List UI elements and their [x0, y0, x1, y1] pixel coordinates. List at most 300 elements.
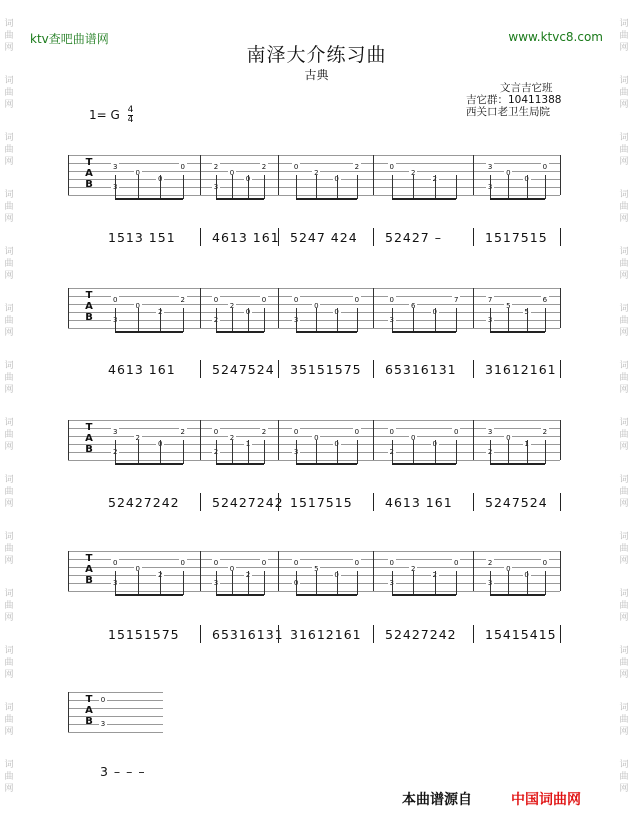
tab-barline — [200, 288, 201, 328]
watermark-char: 网 — [619, 556, 629, 566]
tab-fret-number: 6 — [411, 302, 416, 310]
tab-beam — [490, 463, 545, 465]
tab-string-line — [68, 328, 560, 329]
tab-fret-number: 0 — [213, 296, 219, 304]
tab-string-line — [68, 179, 560, 180]
tab-fret-number: 0 — [293, 296, 299, 304]
jianpu-barline — [200, 228, 201, 246]
tab-note-stem — [337, 175, 338, 199]
tab-fret-number: 2 — [411, 565, 416, 573]
tab-clef-letter: B — [85, 575, 93, 586]
watermark-char: 曲 — [4, 88, 14, 98]
watermark-char: 词 — [4, 19, 14, 29]
tab-string-line — [68, 575, 560, 576]
jianpu-measure: 1513 151 — [108, 230, 176, 245]
tab-fret-number: 0 — [389, 559, 394, 567]
jianpu-measure: 15415415 — [485, 627, 557, 642]
tab-fret-number: 2 — [542, 428, 548, 436]
tab-fret-number: 0 — [506, 565, 511, 573]
tab-note-stem — [392, 571, 393, 595]
tab-fret-number: 0 — [542, 163, 548, 171]
watermark-char: 网 — [619, 670, 629, 680]
tab-clef-letter: B — [85, 716, 93, 727]
tab-note-stem — [183, 175, 184, 199]
jianpu-measure: 1517515 — [485, 230, 548, 245]
tab-barline — [68, 288, 69, 328]
jianpu-measure: 4613 161 — [108, 362, 176, 377]
tab-barline — [560, 420, 561, 460]
tab-clef-letter: T — [85, 157, 93, 168]
watermark-char: 曲 — [619, 316, 629, 326]
watermark-char: 曲 — [4, 259, 14, 269]
tab-barline — [200, 155, 201, 195]
key-signature — [89, 106, 133, 125]
watermark-char: 词 — [619, 304, 629, 314]
watermark-char: 网 — [619, 499, 629, 509]
tab-fret-number: 2 — [261, 163, 267, 171]
watermark-char: 网 — [4, 670, 14, 680]
tab-fret-number: 3 — [113, 428, 118, 436]
tab-note-stem — [337, 571, 338, 595]
jianpu-measure: 15151575 — [108, 627, 180, 642]
watermark-char: 网 — [4, 157, 14, 167]
footer-source-label: 本曲谱源自 — [402, 792, 472, 808]
watermark-char: 网 — [4, 271, 14, 281]
tab-beam — [115, 198, 183, 200]
jianpu-measure: 1517515 — [290, 495, 353, 510]
watermark-char: 词 — [4, 190, 14, 200]
tab-note-stem — [413, 308, 414, 332]
watermark-char: 网 — [4, 214, 14, 224]
tab-note-stem — [138, 440, 139, 464]
tab-note-stem — [183, 308, 184, 332]
jianpu-measure: 52427 – — [385, 230, 442, 245]
watermark-char: 网 — [619, 613, 629, 623]
watermark-char: 词 — [4, 475, 14, 485]
tab-barline — [473, 155, 474, 195]
tab-clef-letter: B — [85, 444, 93, 455]
tab-clef — [83, 553, 95, 586]
tab-fret-number: 5 — [506, 302, 511, 310]
jianpu-barline — [373, 493, 374, 511]
tab-note-stem — [115, 571, 116, 595]
tab-fret-number: 0 — [245, 308, 251, 316]
watermark-char: 曲 — [4, 202, 14, 212]
tab-beam — [296, 198, 357, 200]
tab-fret-number: 2 — [180, 296, 185, 304]
tab-fret-number: 0 — [100, 696, 106, 704]
tab-fret-number: 0 — [261, 559, 267, 567]
tab-note-stem — [248, 175, 249, 199]
tab-fret-number: 0 — [354, 559, 360, 567]
tab-note-stem — [216, 440, 217, 464]
jianpu-measure: 4613 161 — [212, 230, 280, 245]
watermark-char: 曲 — [4, 430, 14, 440]
meter-top: 4 — [127, 105, 134, 115]
tab-clef-letter: A — [85, 168, 93, 179]
tab-staff — [68, 155, 560, 195]
jianpu-barline — [473, 625, 474, 643]
final-tab-staff — [68, 692, 163, 732]
tab-note-stem — [490, 571, 491, 595]
tab-note-stem — [115, 440, 116, 464]
tab-fret-number: 0 — [334, 440, 339, 448]
jianpu-barline — [278, 493, 279, 511]
watermark-char: 曲 — [4, 772, 14, 782]
watermark-char: 网 — [4, 328, 14, 338]
tab-note-stem — [527, 175, 528, 199]
tab-note-stem — [490, 440, 491, 464]
watermark-char: 词 — [4, 247, 14, 257]
jianpu-measure: 4613 161 — [385, 495, 453, 510]
tab-fret-number: 0 — [542, 559, 548, 567]
watermark-char: 网 — [619, 385, 629, 395]
tab-note-stem — [296, 175, 297, 199]
watermark-char: 词 — [619, 532, 629, 542]
tab-fret-number: 0 — [113, 559, 118, 567]
tab-note-stem — [115, 175, 116, 199]
tab-barline — [278, 155, 279, 195]
tab-beam — [216, 463, 264, 465]
tab-fret-number: 3 — [113, 183, 118, 191]
tab-note-stem — [545, 175, 546, 199]
tab-clef — [83, 422, 95, 455]
tab-fret-number: 1 — [245, 440, 251, 448]
tab-fret-number: 0 — [314, 302, 319, 310]
tab-note-stem — [232, 308, 233, 332]
tab-fret-number: 2 — [487, 448, 493, 456]
tab-fret-number: 0 — [354, 296, 360, 304]
tab-clef-letter: T — [85, 290, 93, 301]
tab-fret-number: 0 — [135, 169, 140, 177]
watermark-char: 词 — [4, 703, 14, 713]
tab-note-stem — [413, 440, 414, 464]
tab-beam — [296, 331, 357, 333]
watermark-top-right: www.ktvc8.com — [508, 30, 603, 44]
tab-note-stem — [248, 571, 249, 595]
tab-clef-letter: A — [85, 433, 93, 444]
watermark-char: 网 — [619, 727, 629, 737]
tab-fret-number: 2 — [261, 428, 267, 436]
tab-note-stem — [337, 308, 338, 332]
tab-note-stem — [392, 440, 393, 464]
jianpu-barline — [278, 360, 279, 378]
tab-fret-number: 2 — [213, 316, 219, 324]
jianpu-line — [68, 495, 560, 513]
tab-note-stem — [508, 571, 509, 595]
watermark-char: 网 — [4, 499, 14, 509]
tab-beam — [490, 594, 545, 596]
tab-fret-number: 3 — [113, 579, 118, 587]
watermark-char: 网 — [4, 385, 14, 395]
tab-string-line — [68, 732, 163, 733]
tab-fret-number: 0 — [135, 302, 140, 310]
tab-fret-number: 0 — [213, 559, 219, 567]
tab-fret-number: 0 — [354, 428, 360, 436]
tab-beam — [296, 463, 357, 465]
tab-note-stem — [456, 175, 457, 199]
tab-fret-number: 0 — [229, 169, 235, 177]
tab-note-stem — [138, 571, 139, 595]
tab-fret-number: 3 — [487, 428, 493, 436]
tab-barline — [68, 155, 69, 195]
jianpu-barline — [373, 360, 374, 378]
tab-fret-number: 2 — [487, 559, 493, 567]
tab-note-stem — [527, 308, 528, 332]
tab-note-stem — [357, 440, 358, 464]
watermark-char: 网 — [619, 157, 629, 167]
watermark-char: 曲 — [4, 658, 14, 668]
watermark-char: 网 — [4, 784, 14, 794]
tab-fret-number: 3 — [487, 183, 493, 191]
tab-staff — [68, 420, 560, 460]
watermark-char: 词 — [619, 19, 629, 29]
tab-note-stem — [337, 440, 338, 464]
time-signature — [128, 106, 134, 125]
tab-fret-number: 3 — [100, 720, 106, 728]
watermark-char: 词 — [4, 304, 14, 314]
tab-clef-letter: B — [85, 179, 93, 190]
watermark-char: 词 — [4, 76, 14, 86]
watermark-char: 曲 — [619, 31, 629, 41]
tab-clef — [83, 157, 95, 190]
watermark-char: 词 — [619, 76, 629, 86]
jianpu-barline — [200, 493, 201, 511]
source-line-3: 西关口老卫生局院 — [466, 106, 550, 118]
tab-barline — [473, 420, 474, 460]
watermark-char: 曲 — [619, 601, 629, 611]
tab-fret-number: 2 — [158, 571, 163, 579]
tab-barline — [560, 288, 561, 328]
tab-note-stem — [264, 571, 265, 595]
watermark-char: 曲 — [619, 658, 629, 668]
tab-note-stem — [413, 175, 414, 199]
jianpu-line — [68, 362, 560, 380]
tab-note-stem — [232, 175, 233, 199]
watermark-char: 曲 — [619, 772, 629, 782]
watermark-char: 词 — [619, 133, 629, 143]
tab-fret-number: 0 — [293, 559, 299, 567]
tab-barline — [560, 155, 561, 195]
watermark-char: 曲 — [619, 373, 629, 383]
tab-note-stem — [264, 440, 265, 464]
tab-note-stem — [357, 571, 358, 595]
jianpu-barline — [473, 228, 474, 246]
watermark-char: 词 — [619, 703, 629, 713]
tab-note-stem — [392, 308, 393, 332]
source-line-2: 吉它群：10411388 — [466, 94, 562, 106]
tab-clef-letter: B — [85, 312, 93, 323]
watermark-char: 网 — [619, 43, 629, 53]
tab-fret-number: 2 — [158, 308, 163, 316]
jianpu-measure: 52427242 — [212, 495, 284, 510]
watermark-char: 词 — [4, 589, 14, 599]
tab-note-stem — [115, 308, 116, 332]
tab-fret-number: 3 — [293, 448, 299, 456]
tab-barline — [200, 420, 201, 460]
tab-string-line — [68, 155, 560, 156]
score-subtitle: 古典 — [304, 68, 329, 82]
tab-note-stem — [435, 175, 436, 199]
tab-note-stem — [216, 175, 217, 199]
tab-fret-number: 3 — [487, 579, 493, 587]
watermark-top-left: ktv查吧曲谱网 — [30, 32, 109, 46]
watermark-char: 曲 — [4, 31, 14, 41]
tab-note-stem — [435, 308, 436, 332]
final-jianpu: 3 – – – — [100, 764, 146, 779]
tab-fret-number: 0 — [213, 428, 219, 436]
watermark-char: 词 — [619, 475, 629, 485]
tab-note-stem — [316, 308, 317, 332]
watermark-char: 网 — [619, 214, 629, 224]
tab-barline — [473, 288, 474, 328]
source-line-1: 文言吉它班 — [500, 82, 553, 94]
jianpu-measure: 5247524 — [485, 495, 548, 510]
watermark-char: 网 — [619, 784, 629, 794]
tab-string-line — [68, 195, 560, 196]
tab-fret-number: 0 — [245, 175, 251, 183]
watermark-char: 曲 — [4, 487, 14, 497]
tab-fret-number: 3 — [389, 579, 394, 587]
tab-note-stem — [248, 308, 249, 332]
tab-clef-letter: A — [85, 564, 93, 575]
tab-fret-number: 6 — [542, 296, 548, 304]
watermark-char: 词 — [4, 418, 14, 428]
tab-barline — [373, 551, 374, 591]
tab-barline — [373, 420, 374, 460]
watermark-char: 词 — [619, 760, 629, 770]
tab-fret-number: 2 — [113, 448, 118, 456]
tab-note-stem — [490, 308, 491, 332]
tab-fret-number: 0 — [293, 163, 299, 171]
tab-barline — [278, 288, 279, 328]
tab-fret-number: 2 — [389, 448, 394, 456]
tab-beam — [216, 198, 264, 200]
jianpu-barline — [200, 360, 201, 378]
jianpu-measure: 5247524 — [212, 362, 275, 377]
tab-staff — [68, 551, 560, 591]
tab-fret-number: 3 — [113, 316, 118, 324]
tab-note-stem — [216, 571, 217, 595]
tab-note-stem — [456, 571, 457, 595]
tab-fret-number: 0 — [334, 175, 339, 183]
watermark-char: 曲 — [619, 715, 629, 725]
tab-fret-number: 0 — [261, 296, 267, 304]
jianpu-measure: 35151575 — [290, 362, 362, 377]
tab-fret-number: 2 — [432, 571, 437, 579]
tab-barline — [373, 288, 374, 328]
watermark-char: 网 — [619, 100, 629, 110]
source-info — [466, 82, 561, 118]
tab-beam — [115, 331, 183, 333]
tab-fret-number: 0 — [293, 428, 299, 436]
tab-note-stem — [183, 440, 184, 464]
watermark-char: 网 — [4, 556, 14, 566]
tab-fret-number: 0 — [135, 565, 140, 573]
tab-fret-number: 2 — [314, 169, 319, 177]
watermark-char: 词 — [619, 646, 629, 656]
jianpu-barline — [373, 625, 374, 643]
tab-clef-letter: A — [85, 705, 93, 716]
tab-note-stem — [357, 308, 358, 332]
tab-clef-letter: T — [85, 422, 93, 433]
key-label: 1= G — [89, 108, 120, 122]
tab-fret-number: 0 — [454, 428, 459, 436]
tab-fret-number: 2 — [213, 163, 219, 171]
tab-barline — [68, 551, 69, 591]
jianpu-barline — [373, 228, 374, 246]
tab-barline — [373, 155, 374, 195]
tab-barline — [278, 420, 279, 460]
watermark-char: 网 — [4, 727, 14, 737]
tab-fret-number: 5 — [524, 308, 529, 316]
tab-fret-number: 3 — [113, 163, 118, 171]
tab-note-stem — [508, 440, 509, 464]
tab-note-stem — [435, 440, 436, 464]
watermark-char: 曲 — [4, 373, 14, 383]
watermark-char: 网 — [4, 442, 14, 452]
tab-string-line — [68, 444, 560, 445]
tab-beam — [115, 463, 183, 465]
watermark-char: 词 — [4, 532, 14, 542]
watermark-char: 网 — [619, 328, 629, 338]
tab-note-stem — [316, 440, 317, 464]
watermark-char: 曲 — [4, 544, 14, 554]
tab-fret-number: 3 — [389, 316, 394, 324]
tab-fret-number: 3 — [487, 316, 493, 324]
jianpu-barline — [560, 625, 561, 643]
tab-beam — [490, 331, 545, 333]
tab-fret-number: 2 — [245, 571, 251, 579]
tab-fret-number: 2 — [229, 434, 235, 442]
footer-site-label: 中国词曲网 — [511, 792, 581, 808]
tab-note-stem — [527, 571, 528, 595]
tab-fret-number: 0 — [506, 169, 511, 177]
jianpu-measure: 65316131 — [385, 362, 457, 377]
tab-note-stem — [490, 175, 491, 199]
tab-note-stem — [357, 175, 358, 199]
tab-note-stem — [264, 175, 265, 199]
tab-string-line — [68, 288, 560, 289]
watermark-char: 曲 — [4, 316, 14, 326]
tab-note-stem — [160, 571, 161, 595]
watermark-char: 曲 — [619, 202, 629, 212]
watermark-char: 词 — [4, 133, 14, 143]
watermark-char: 词 — [619, 247, 629, 257]
tab-fret-number: 0 — [293, 579, 299, 587]
tab-barline — [200, 551, 201, 591]
tab-staff — [68, 288, 560, 328]
watermark-char: 词 — [619, 190, 629, 200]
tab-fret-number: 0 — [229, 565, 235, 573]
watermark-char: 曲 — [619, 430, 629, 440]
tab-barline — [68, 420, 69, 460]
tab-barline — [560, 551, 561, 591]
tab-fret-number: 0 — [314, 434, 319, 442]
tab-note-stem — [392, 175, 393, 199]
tab-note-stem — [527, 440, 528, 464]
tab-barline — [278, 551, 279, 591]
watermark-char: 网 — [4, 43, 14, 53]
jianpu-barline — [560, 360, 561, 378]
watermark-char: 曲 — [619, 259, 629, 269]
tab-beam — [490, 198, 545, 200]
tab-fret-number: 0 — [411, 434, 416, 442]
tab-string-line — [68, 420, 560, 421]
tab-note-stem — [248, 440, 249, 464]
tab-note-stem — [296, 571, 297, 595]
watermark-right — [617, 18, 631, 816]
